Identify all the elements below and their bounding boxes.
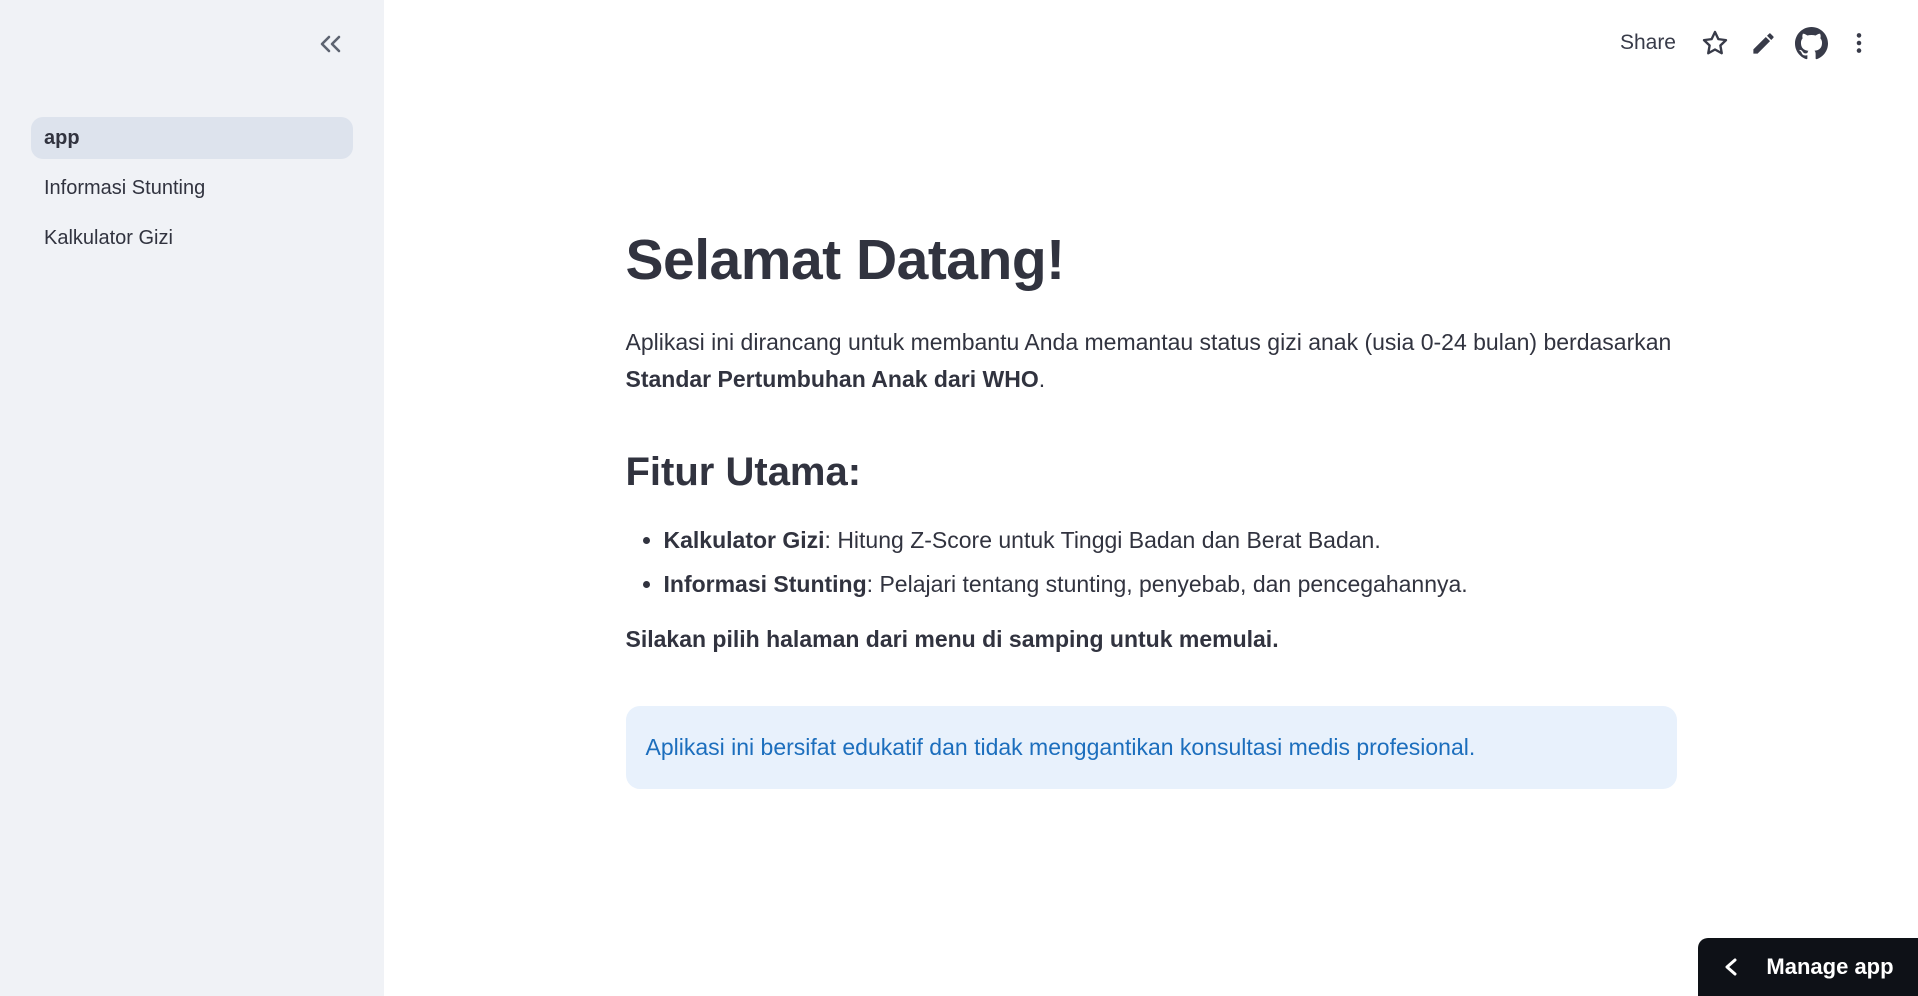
sidebar <box>0 0 384 996</box>
sidebar-item-label: app <box>44 126 80 149</box>
feature-item-kalkulator-gizi <box>664 522 1677 559</box>
feature-item-text: : Pelajari tentang stunting, penyebab, dan pencegahannya. <box>866 571 1468 597</box>
feature-item-text: : Hitung Z-Score untuk Tinggi Badan dan Berat Badan. <box>824 527 1381 553</box>
intro-paragraph <box>626 324 1677 398</box>
info-alert-text: Aplikasi ini bersifat edukatif dan tidak menggantikan konsultasi medis profesional. <box>645 734 1476 760</box>
double-chevron-left-icon <box>316 32 344 56</box>
sidebar-item-label: Kalkulator Gizi <box>44 226 173 249</box>
chevron-left-icon <box>1722 957 1740 977</box>
share-button[interactable]: Share <box>1610 24 1686 62</box>
feature-item-bold: Kalkulator Gizi <box>663 527 825 553</box>
content-column <box>626 0 1677 789</box>
info-alert <box>626 706 1677 789</box>
sidebar-header <box>0 0 384 62</box>
features-heading: Fitur Utama: <box>625 450 862 494</box>
manage-app-button[interactable] <box>1698 938 1918 996</box>
sidebar-collapse-button[interactable] <box>314 30 346 58</box>
sidebar-item-informasi-stunting[interactable] <box>31 167 353 209</box>
page-title: Selamat Datang! <box>625 228 1065 292</box>
intro-bold-text: Standar Pertumbuhan Anak dari WHO <box>625 366 1039 392</box>
feature-item-informasi-stunting <box>664 566 1677 603</box>
intro-suffix: . <box>1038 366 1046 392</box>
sidebar-item-app[interactable] <box>31 117 353 159</box>
cta-text: Silakan pilih halaman dari menu di samping untuk memulai. <box>625 626 1279 652</box>
intro-text: Aplikasi ini dirancang untuk membantu Anda memantau status gizi anak (usia 0-24 bulan) berdasarkan <box>625 329 1672 355</box>
main-content <box>384 0 1918 996</box>
sidebar-item-kalkulator-gizi[interactable] <box>31 217 353 259</box>
features-list <box>626 522 1677 603</box>
sidebar-item-label: Informasi Stunting <box>44 176 206 199</box>
manage-app-label: Manage app <box>1766 954 1894 979</box>
feature-item-bold: Informasi Stunting <box>663 571 867 597</box>
sidebar-nav <box>0 117 384 259</box>
